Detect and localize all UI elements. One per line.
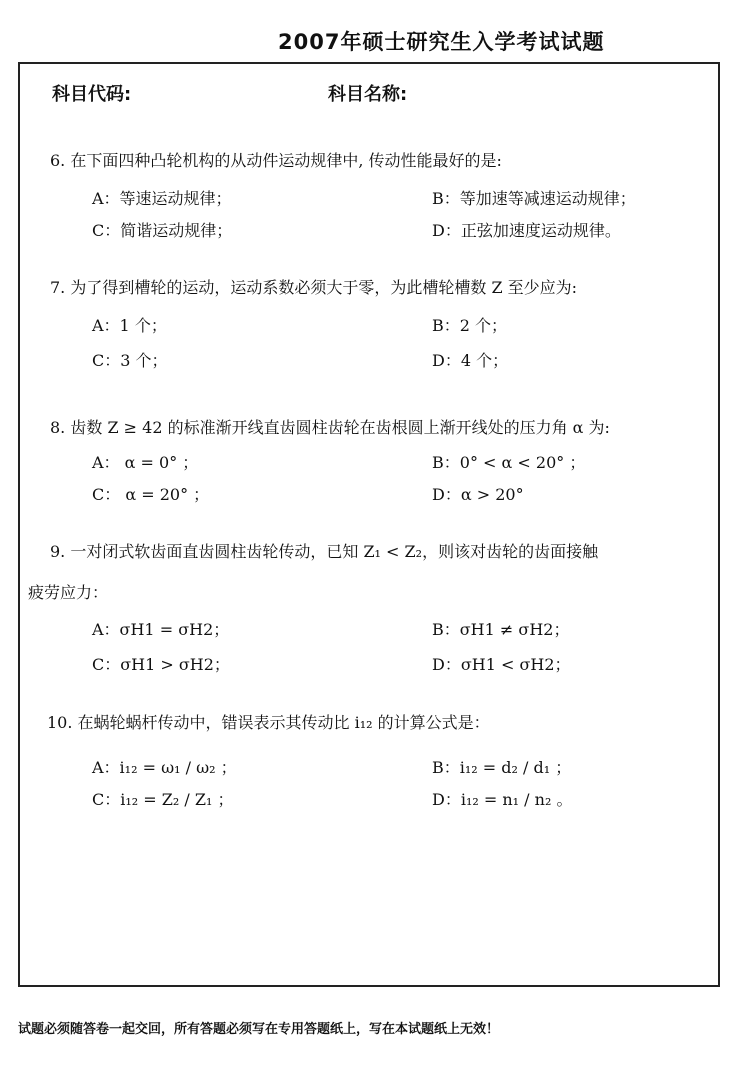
- question-7: 7. 为了得到槽轮的运动，运动系数必须大于零，为此槽轮槽数 Z 至少应为:: [50, 278, 578, 297]
- option-d: D：i₁₂ = n₁ / n₂ 。: [432, 790, 573, 809]
- option-c: C：简谐运动规律；: [92, 221, 233, 240]
- option-c: C：i₁₂ = Z₂ / Z₁ ；: [92, 790, 234, 809]
- option-b: B：2 个；: [432, 316, 508, 335]
- question-8: 8. 齿数 Z ≥ 42 的标准渐开线直齿圆柱齿轮在齿根圆上渐开线处的压力角 α 为:: [50, 418, 610, 437]
- option-b: B：i₁₂ = d₂ / d₁ ；: [432, 758, 572, 777]
- exam-title: 2007年硕士研究生入学考试试题: [278, 30, 605, 54]
- option-d: D：4 个；: [432, 351, 509, 370]
- option-a: A：i₁₂ = ω₁ / ω₂ ；: [92, 758, 237, 777]
- option-d: D：正弦加速度运动规律。: [432, 221, 621, 240]
- option-a: A： α = 0° ；: [92, 453, 199, 472]
- option-a: A：等速运动规律；: [92, 189, 232, 208]
- subject-code-label: 科目代码:: [52, 84, 132, 105]
- question-10: 10. 在蜗轮蜗杆传动中，错误表示其传动比 i₁₂ 的计算公式是：: [47, 713, 490, 732]
- option-b: B：σH1 ≠ σH2；: [432, 620, 570, 639]
- question-9: 9. 一对闭式软齿面直齿圆柱齿轮传动，已知 Z₁ < Z₂，则该对齿轮的齿面接触: [50, 542, 599, 561]
- option-c: C：3 个；: [92, 351, 168, 370]
- option-a: A：σH1 = σH2；: [92, 620, 230, 639]
- question-6: 6. 在下面四种凸轮机构的从动件运动规律中, 传动性能最好的是:: [50, 151, 502, 170]
- option-a: A：1 个；: [92, 316, 167, 335]
- footer-notice: 试题必须随答卷一起交回，所有答题必须写在专用答题纸上，写在本试题纸上无效！: [18, 1022, 500, 1037]
- option-c: C： α = 20° ；: [92, 485, 210, 504]
- option-d: D：σH1 < σH2；: [432, 655, 571, 674]
- option-d: D：α > 20°: [432, 485, 524, 504]
- option-c: C：σH1 > σH2；: [92, 655, 230, 674]
- option-b: B：0° < α < 20° ；: [432, 453, 586, 472]
- subject-name-label: 科目名称:: [328, 84, 408, 105]
- question-9-continued: 疲劳应力：: [28, 583, 109, 602]
- option-b: B：等加速等减速运动规律；: [432, 189, 636, 208]
